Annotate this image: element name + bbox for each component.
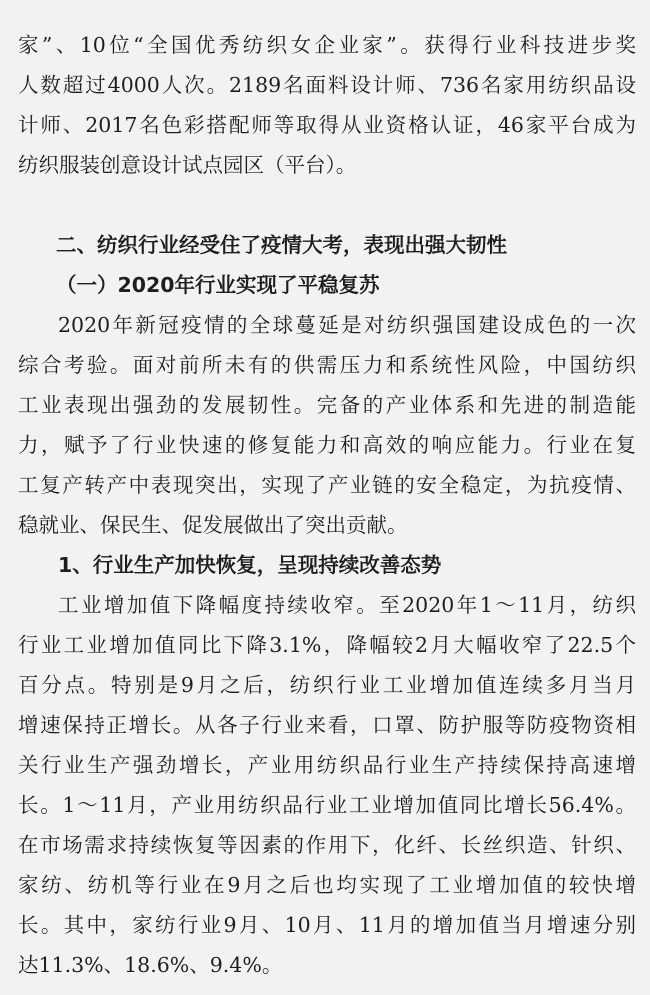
paragraph-3-line-8: 家纺、纺机等行业在9月之后也均实现了工业增加值的较快增 [18, 873, 636, 897]
paragraph-2-line-5: 工复产转产中表现突出，实现了产业链的安全稳定，为抗疫情、 [18, 473, 636, 497]
section-heading: 二、纺织行业经受住了疫情大考，表现出强大韧性 [56, 233, 507, 257]
paragraph-3-line-6: 长。1～11月，产业用纺织品行业工业增加值同比增长56.4%。 [18, 793, 636, 817]
paragraph-2-line-3: 工业表现出强劲的发展韧性。完备的产业体系和先进的制造能 [18, 393, 636, 417]
paragraph-1-line-4: 纺织服装创意设计试点园区（平台）。 [18, 153, 357, 177]
paragraph-3-line-1: 工业增加值下降幅度持续收窄。至2020年1～11月，纺织 [58, 593, 636, 617]
paragraph-3-line-4: 增速保持正增长。从各子行业来看，口罩、防护服等防疫物资相 [18, 713, 636, 737]
paragraph-2-line-6: 稳就业、保民生、促发展做出了突出贡献。 [18, 513, 408, 537]
paragraph-1-line-2: 人数超过4000人次。2189名面料设计师、736名家用纺织品设 [18, 73, 636, 97]
paragraph-2-line-4: 力，赋予了行业快速的修复能力和高效的响应能力。行业在复 [18, 433, 636, 457]
paragraph-1-line-1: 家”、10位“全国优秀纺织女企业家”。获得行业科技进步奖 [18, 33, 636, 57]
paragraph-3-line-9: 长。其中，家纺行业9月、10月、11月的增加值当月增速分别 [18, 913, 636, 937]
paragraph-2-line-2: 综合考验。面对前所未有的供需压力和系统性风险，中国纺织 [18, 353, 636, 377]
paragraph-3-line-7: 在市场需求持续恢复等因素的作用下，化纤、长丝织造、针织、 [18, 833, 636, 857]
paragraph-3-line-10: 达11.3%、18.6%、9.4%。 [18, 953, 283, 977]
paragraph-1-line-3: 计师、2017名色彩搭配师等取得从业资格认证，46家平台成为 [18, 113, 636, 137]
item-heading: 1、行业生产加快恢复，呈现持续改善态势 [58, 553, 442, 577]
paragraph-3-line-3: 百分点。特别是9月之后，纺织行业工业增加值连续多月当月 [18, 673, 636, 697]
paragraph-2-line-1: 2020年新冠疫情的全球蔓延是对纺织强国建设成色的一次 [58, 313, 636, 337]
paragraph-3-line-5: 关行业生产强劲增长，产业用纺织品行业生产持续保持高速增 [18, 753, 636, 777]
subsection-heading: （一）2020年行业实现了平稳复苏 [56, 273, 380, 297]
paragraph-3-line-2: 行业工业增加值同比下降3.1%，降幅较2月大幅收窄了22.5个 [18, 633, 636, 657]
